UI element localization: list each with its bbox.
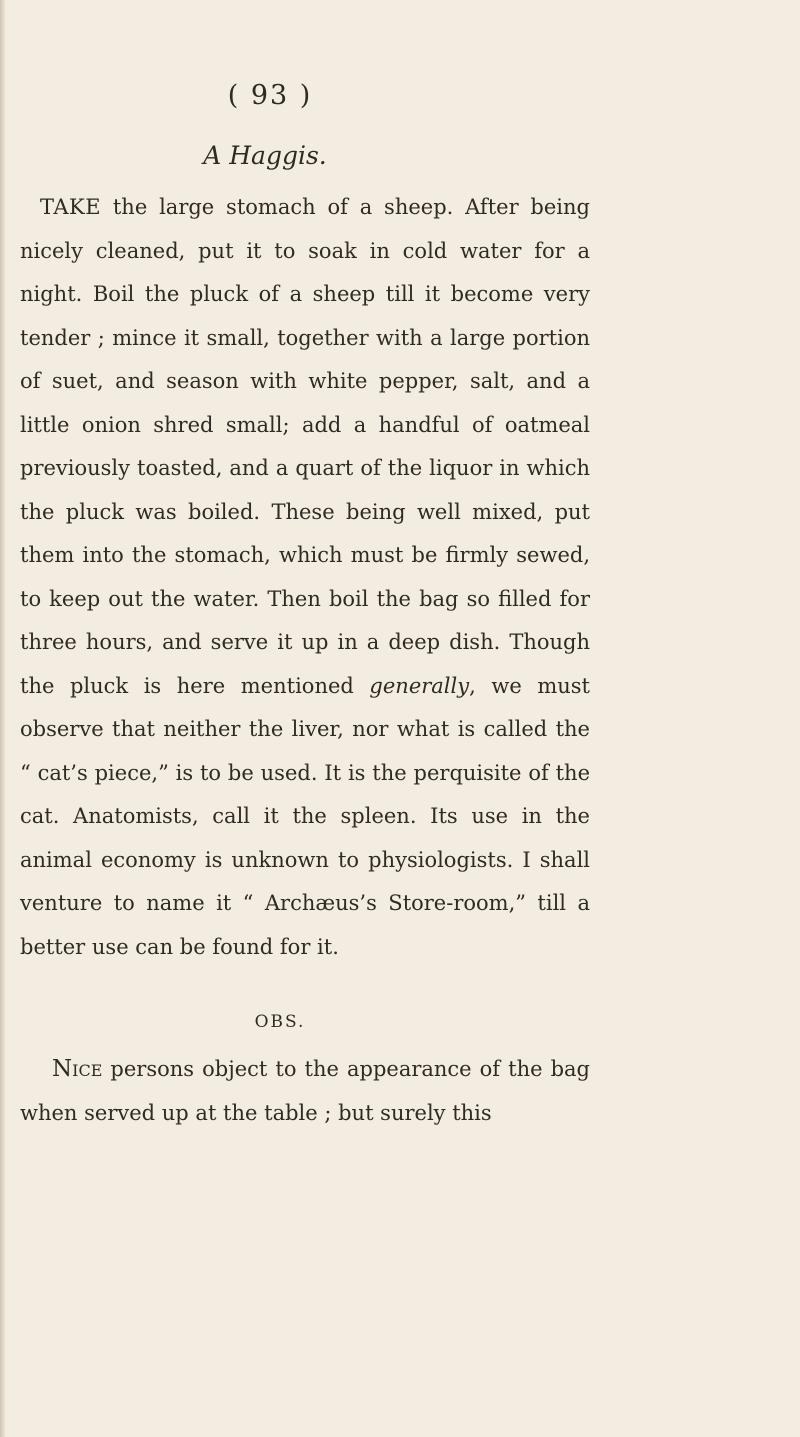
recipe-paragraph: [20, 186, 590, 969]
recipe-text-part-2: , we must observe that neither the liver, nor what is called the “ cat’s piece,” is to be used. It is the perquisite of the cat. Anatomists, call it the spleen. Its use in the animal economy is unknown to physiologists. I shall venture to name it “ Archæus’s Store-room,” till a better use can be found for it.: [20, 673, 590, 959]
obs-lead-word: Nice: [52, 1056, 103, 1082]
recipe-emphasis: generally: [369, 673, 470, 698]
recipe-lead-word: TAKE: [40, 195, 102, 219]
recipe-title: A Haggis.: [203, 141, 327, 170]
page-number: ( 93 ): [227, 80, 313, 111]
obs-text: persons object to the appearance of the bag when served up at the table ; but surely this: [20, 1057, 590, 1125]
obs-heading: OBS.: [254, 1012, 306, 1032]
obs-paragraph: [20, 1048, 590, 1135]
recipe-text-part-1: the large stomach of a sheep. After being nicely cleaned, put it to soak in cold water for a night. Boil the pluck of a sheep till it become very tender ; mince it small, together with a large portion of suet, and season with white pepper, salt, and a little onion shred small; add a handful of oatmeal previously toasted, and a quart of the liquor in which the pluck was boiled. These being well mixed, put them into the stomach, which must be firmly sewed, to keep out the water. Then boil the bag so filled for three hours, and serve it up in a deep dish. Though the pluck is here mentioned: [20, 195, 590, 698]
